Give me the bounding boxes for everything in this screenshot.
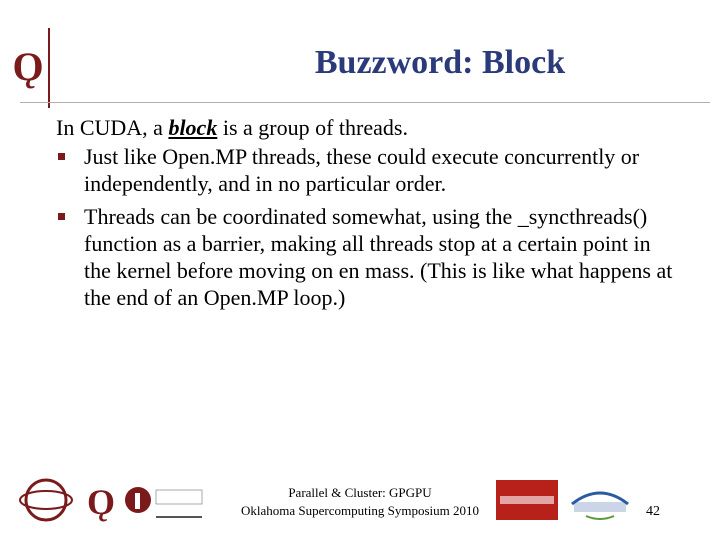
- bullet-item: [56, 143, 676, 197]
- ou-small-logo: [82, 476, 120, 524]
- epscor-logo: [566, 476, 634, 524]
- bullet-item: [56, 203, 676, 311]
- svg-text:Ǫ: Ǫ: [86, 482, 116, 522]
- page-number: 42: [646, 504, 660, 519]
- slide-body: [56, 114, 676, 317]
- oscer-logo: [14, 476, 78, 524]
- square-bullet-icon: [58, 213, 65, 220]
- symposium-logo: [494, 476, 560, 524]
- information-technology-logo: [122, 476, 204, 524]
- footer-text: [230, 484, 490, 520]
- bullet-list: [56, 143, 676, 311]
- svg-text:Ǫ: Ǫ: [12, 44, 44, 89]
- title-divider: [48, 28, 50, 108]
- footer-line-2: Oklahoma Supercomputing Symposium 2010: [241, 503, 479, 518]
- footer-line-1: Parallel & Cluster: GPGPU: [288, 485, 432, 500]
- lead-suffix: is a group of threads.: [217, 115, 408, 140]
- lead-keyword: block: [168, 115, 218, 140]
- slide-title: Buzzword: Block: [314, 44, 566, 81]
- title-rule: [20, 102, 710, 103]
- lead-prefix: In CUDA, a: [56, 115, 169, 140]
- ou-logo: [8, 40, 48, 90]
- square-bullet-icon: [58, 153, 65, 160]
- bullet-text: Threads can be coordinated somewhat, using the _syncthreads() function as a barrier, making all threads stop at a certain point in the kernel before moving on en mass. (This is like what happens at the end of an Open.MP loop.): [84, 204, 673, 310]
- bullet-text: Just like Open.MP threads, these could execute concurrently or independently, and in no particular order.: [84, 144, 640, 196]
- lead-paragraph: [56, 114, 676, 141]
